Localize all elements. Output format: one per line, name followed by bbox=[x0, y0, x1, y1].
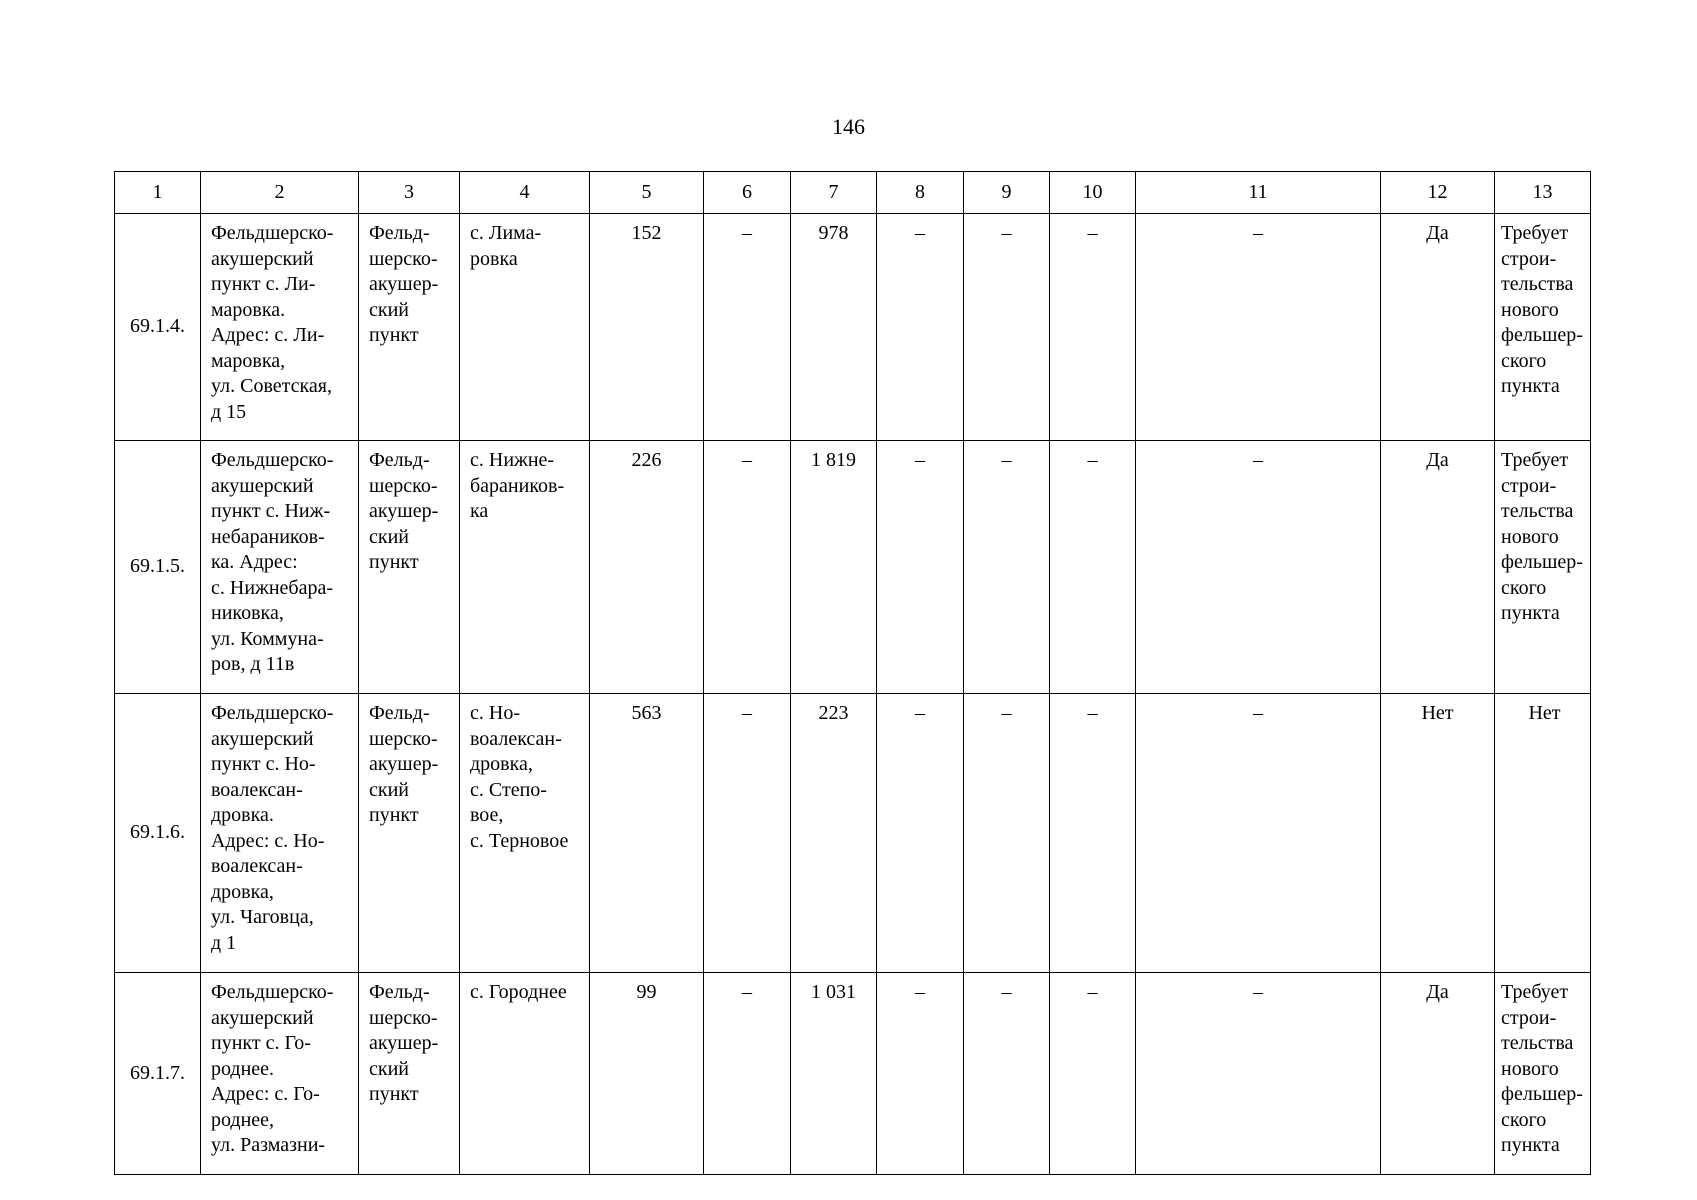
facility-type: Фельд- шерско- акушер- ский пункт bbox=[359, 441, 460, 694]
cell-col-5: 226 bbox=[590, 441, 704, 694]
cell-col-10: – bbox=[1050, 214, 1136, 441]
table-row bbox=[115, 694, 1591, 973]
served-settlements: с. Городнее bbox=[460, 973, 590, 1175]
cell-col-13: Требует строи- тельства нового фельшер- ского пункта bbox=[1495, 441, 1591, 694]
column-header-6: 6 bbox=[704, 172, 791, 214]
table-row bbox=[115, 441, 1591, 694]
cell-col-12: Да bbox=[1381, 214, 1495, 441]
facility-type: Фельд- шерско- акушер- ский пункт bbox=[359, 973, 460, 1175]
cell-col-12: Да bbox=[1381, 441, 1495, 694]
facility-type: Фельд- шерско- акушер- ский пункт bbox=[359, 694, 460, 973]
column-header-12: 12 bbox=[1381, 172, 1495, 214]
cell-col-11: – bbox=[1136, 973, 1381, 1175]
facility-name: Фельдшерско- акушерский пункт с. Ли- маровка. Адрес: с. Ли- маровка, ул. Советская, д 15 bbox=[201, 214, 359, 441]
cell-col-10: – bbox=[1050, 441, 1136, 694]
cell-col-5: 563 bbox=[590, 694, 704, 973]
facility-name: Фельдшерско- акушерский пункт с. Го- роднее. Адрес: с. Го- роднее, ул. Размазни- bbox=[201, 973, 359, 1175]
cell-col-10: – bbox=[1050, 694, 1136, 973]
column-header-8: 8 bbox=[877, 172, 964, 214]
served-settlements: с. Лима- ровка bbox=[460, 214, 590, 441]
table-row bbox=[115, 973, 1591, 1175]
cell-col-7: 223 bbox=[791, 694, 877, 973]
facility-type: Фельд- шерско- акушер- ский пункт bbox=[359, 214, 460, 441]
cell-col-8: – bbox=[877, 973, 964, 1175]
column-header-7: 7 bbox=[791, 172, 877, 214]
cell-col-13: Требует строи- тельства нового фельшер- ского пункта bbox=[1495, 214, 1591, 441]
page-number: 146 bbox=[832, 114, 865, 139]
column-header-13: 13 bbox=[1495, 172, 1591, 214]
row-id: 69.1.4. bbox=[115, 214, 201, 441]
cell-col-12: Да bbox=[1381, 973, 1495, 1175]
column-header-5: 5 bbox=[590, 172, 704, 214]
cell-col-6: – bbox=[704, 214, 791, 441]
cell-col-5: 99 bbox=[590, 973, 704, 1175]
served-settlements: с. Нижне- бараников- ка bbox=[460, 441, 590, 694]
served-settlements: с. Но- воалексан- дровка, с. Степо- вое, с. Терновое bbox=[460, 694, 590, 973]
cell-col-6: – bbox=[704, 694, 791, 973]
row-id: 69.1.7. bbox=[115, 973, 201, 1175]
column-header-3: 3 bbox=[359, 172, 460, 214]
cell-col-11: – bbox=[1136, 441, 1381, 694]
facilities-table bbox=[114, 171, 1591, 1175]
column-header-10: 10 bbox=[1050, 172, 1136, 214]
column-header-4: 4 bbox=[460, 172, 590, 214]
column-header-1: 1 bbox=[115, 172, 201, 214]
facility-name: Фельдшерско- акушерский пункт с. Ниж- небараников- ка. Адрес: с. Нижнебара- никовка, ул. Коммуна- ров, д 11в bbox=[201, 441, 359, 694]
cell-col-5: 152 bbox=[590, 214, 704, 441]
cell-col-9: – bbox=[964, 694, 1050, 973]
cell-col-7: 978 bbox=[791, 214, 877, 441]
cell-col-8: – bbox=[877, 694, 964, 973]
cell-col-9: – bbox=[964, 441, 1050, 694]
cell-col-6: – bbox=[704, 973, 791, 1175]
column-header-9: 9 bbox=[964, 172, 1050, 214]
header-row bbox=[115, 172, 1591, 214]
table-row bbox=[115, 214, 1591, 441]
row-id: 69.1.5. bbox=[115, 441, 201, 694]
cell-col-7: 1 031 bbox=[791, 973, 877, 1175]
cell-col-7: 1 819 bbox=[791, 441, 877, 694]
cell-col-11: – bbox=[1136, 694, 1381, 973]
column-header-11: 11 bbox=[1136, 172, 1381, 214]
cell-col-8: – bbox=[877, 214, 964, 441]
cell-col-11: – bbox=[1136, 214, 1381, 441]
facility-name: Фельдшерско- акушерский пункт с. Но- воалексан- дровка. Адрес: с. Но- воалексан- дровка, ул. Чаговца, д 1 bbox=[201, 694, 359, 973]
column-header-2: 2 bbox=[201, 172, 359, 214]
cell-col-10: – bbox=[1050, 973, 1136, 1175]
cell-col-12: Нет bbox=[1381, 694, 1495, 973]
cell-col-9: – bbox=[964, 973, 1050, 1175]
cell-col-8: – bbox=[877, 441, 964, 694]
row-id: 69.1.6. bbox=[115, 694, 201, 973]
cell-col-9: – bbox=[964, 214, 1050, 441]
cell-col-6: – bbox=[704, 441, 791, 694]
cell-col-13: Нет bbox=[1495, 694, 1591, 973]
cell-col-13: Требует строи- тельства нового фельшер- ского пункта bbox=[1495, 973, 1591, 1175]
